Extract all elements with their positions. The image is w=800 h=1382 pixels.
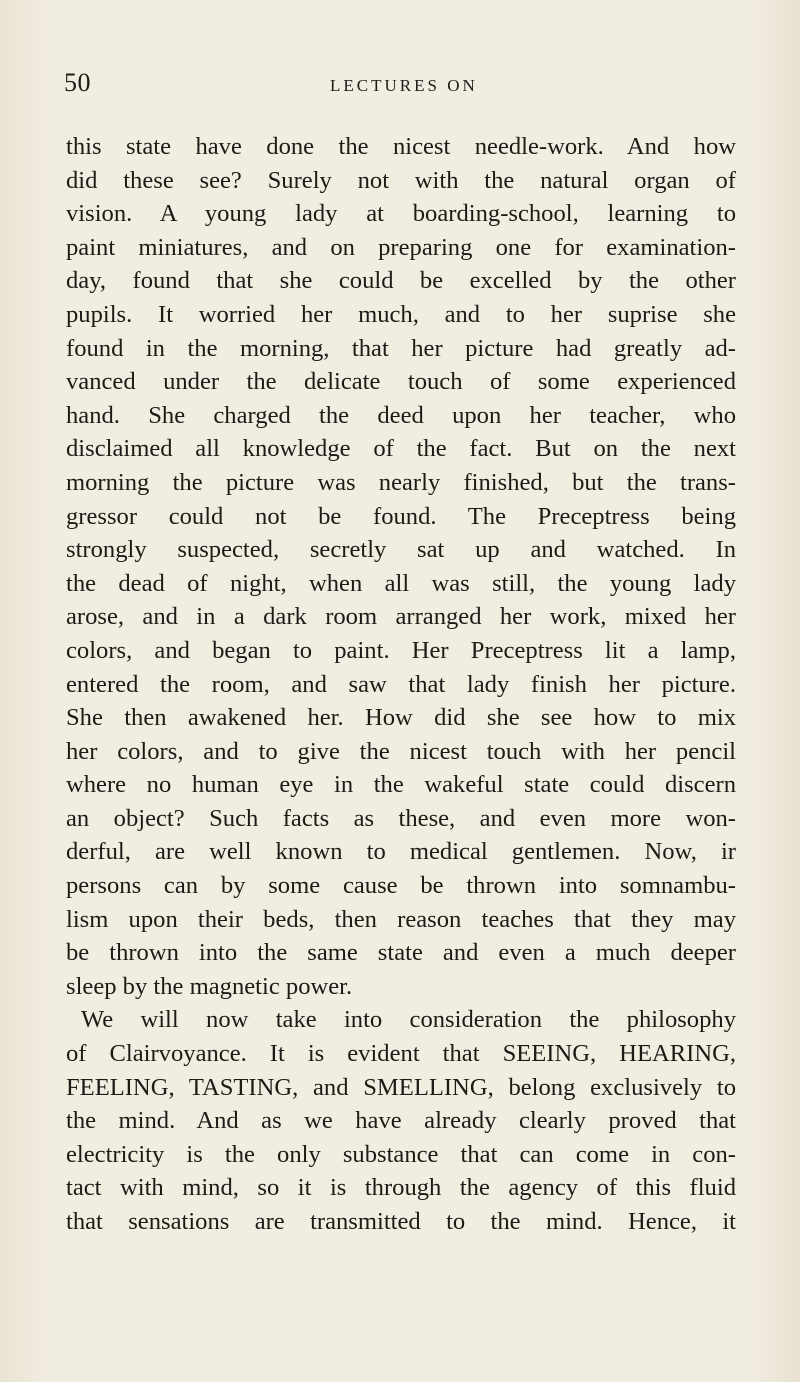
text-line: tact with mind, so it is through the agency of this fluid <box>66 1174 736 1202</box>
text-line: day, found that she could be excelled by the other <box>66 267 736 295</box>
text-line: hand. She charged the deed upon her teacher, who <box>66 401 736 429</box>
text-line: arose, and in a dark room arranged her work, mixed her <box>66 603 736 631</box>
text-line: did these see? Surely not with the natural organ of <box>66 166 736 194</box>
text-line: derful, are well known to medical gentlemen. Now, ir <box>66 838 736 866</box>
text-line: She then awakened her. How did she see how to mix <box>66 704 736 732</box>
running-head: LECTURES ON <box>330 76 478 95</box>
text-line: disclaimed all knowledge of the fact. But on the next <box>66 435 736 463</box>
text-line: of Clairvoyance. It is evident that SEEING, HEARING, <box>66 1040 736 1068</box>
text-line: where no human eye in the wakeful state could discern <box>66 771 736 799</box>
text-line: FEELING, TASTING, and SMELLING, belong exclusively to <box>66 1073 736 1101</box>
text-line: strongly suspected, secretly sat up and watched. In <box>66 536 736 564</box>
text-line: found in the morning, that her picture had greatly ad- <box>66 334 736 362</box>
text-line: paint miniatures, and on preparing one for examination- <box>66 233 736 261</box>
text-line: sleep by the magnetic power. <box>66 972 353 1000</box>
text-line: morning the picture was nearly finished, but the trans- <box>66 468 736 496</box>
text-line: that sensations are transmitted to the mind. Hence, it <box>66 1208 736 1235</box>
body-text <box>66 130 736 1239</box>
text-line: the dead of night, when all was still, the young lady <box>66 569 736 597</box>
text-line: persons can by some cause be thrown into somnambu- <box>66 872 736 900</box>
text-line: entered the room, and saw that lady finish her picture. <box>66 670 736 698</box>
text-line: We will now take into consideration the philosophy <box>81 1006 736 1034</box>
text-line: gressor could not be found. The Preceptress being <box>66 502 736 530</box>
text-line: her colors, and to give the nicest touch with her pencil <box>66 737 736 765</box>
text-line: vanced under the delicate touch of some experienced <box>66 368 736 396</box>
text-line: an object? Such facts as these, and even more won- <box>66 804 736 832</box>
text-line: be thrown into the same state and even a much deeper <box>66 939 736 967</box>
text-line: pupils. It worried her much, and to her suprise she <box>66 300 736 328</box>
text-line: vision. A young lady at boarding-school, learning to <box>66 200 736 228</box>
page-number: 50 <box>64 68 91 97</box>
text-line: this state have done the nicest needle-work. And how <box>66 133 736 160</box>
text-line: electricity is the only substance that can come in con- <box>66 1140 736 1168</box>
text-line: colors, and began to paint. Her Preceptress lit a lamp, <box>66 636 736 664</box>
text-line: lism upon their beds, then reason teaches that they may <box>66 905 736 933</box>
text-line: the mind. And as we have already clearly proved that <box>66 1107 736 1135</box>
